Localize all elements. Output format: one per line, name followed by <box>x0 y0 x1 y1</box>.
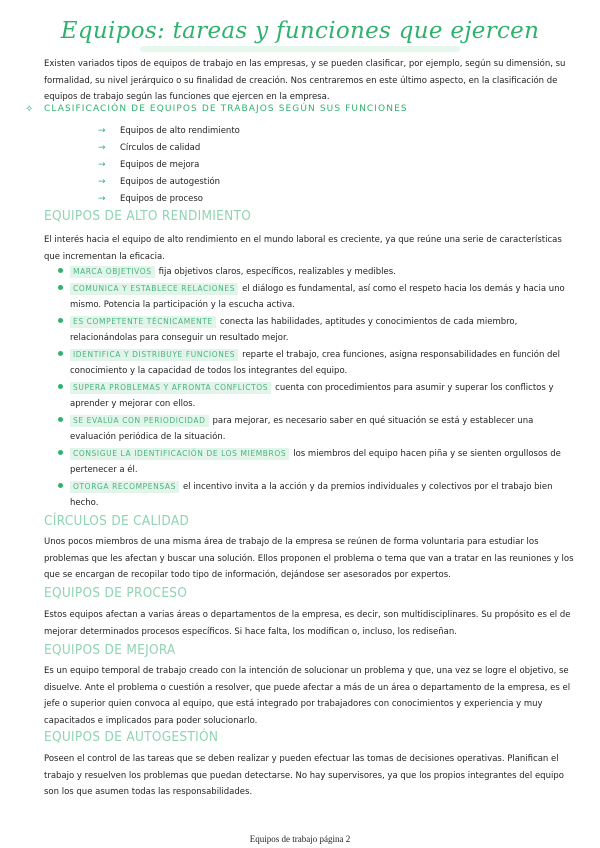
bullet-item: OTORGA RECOMPENSAS el incentivo invita a la acción y da premios individuales y colectivos por el trabajo bien hecho. <box>62 479 576 512</box>
bullet-dot-icon <box>58 285 63 290</box>
classification-label: CLASIFICACIÓN DE EQUIPOS DE TRABAJOS SEGÚN SUS FUNCIONES <box>44 104 408 114</box>
alto-rendimiento-bullets <box>62 264 576 512</box>
list-item: → Equipos de autogestión <box>98 176 221 187</box>
title-highlight <box>140 46 460 52</box>
bullet-tag: COMUNICA Y ESTABLECE RELACIONES <box>70 283 238 295</box>
heading-equipos-mejora: EQUIPOS DE MEJORA <box>44 642 176 658</box>
arrow-icon: → <box>98 176 106 187</box>
page-title: Equipos: tareas y funciones que ejercen <box>60 18 540 44</box>
bullet-tag: OTORGA RECOMPENSAS <box>70 481 179 493</box>
page-footer: Equipos de trabajo página 2 <box>249 834 351 844</box>
bullet-item: COMUNICA Y ESTABLECE RELACIONES el diálogo es fundamental, así como el respeto hacia los demás y hacia uno mismo. Potencia la participación y la escucha activa. <box>62 281 576 314</box>
bullet-tag: CONSIGUE LA IDENTIFICACIÓN DE LOS MIEMBROS <box>70 448 289 460</box>
list-item: → Equipos de proceso <box>98 193 204 204</box>
bullet-item: MARCA OBJETIVOS fija objetivos claros, específicos, realizables y medibles. <box>62 264 576 281</box>
bullet-dot-icon <box>58 318 63 323</box>
bullet-dot-icon <box>58 351 63 356</box>
bullet-dot-icon <box>58 384 63 389</box>
bullet-item: ES COMPETENTE TÉCNICAMENTE conecta las habilidades, aptitudes y conocimientos de cada miembro, relacionándolas para conseguir un resultado mejor. <box>62 314 576 347</box>
bullet-tag: SE EVALÚA CON PERIODICIDAD <box>70 415 209 427</box>
equipos-proceso-text: Estos equipos afectan a varias áreas o departamentos de la empresa, es decir, son multidisciplinares. Su propósito es el de mejorar determinados procesos específicos. Si hace falta, los modifican o, incluso, los rediseñan. <box>44 610 571 637</box>
alto-rendimiento-text: El interés hacia el equipo de alto rendimiento en el mundo laboral es creciente, ya que reúne una serie de características que incrementan la eficacia. <box>44 235 562 262</box>
bullet-tag: IDENTIFICA Y DISTRIBUYE FUNCIONES <box>70 349 238 361</box>
heading-alto-rendimiento: EQUIPOS DE ALTO RENDIMIENTO <box>44 208 252 224</box>
arrow-icon: → <box>98 159 106 170</box>
list-item: → Círculos de calidad <box>98 142 201 153</box>
bullet-item: SE EVALÚA CON PERIODICIDAD para mejorar, es necesario saber en qué situación se está y establecer una evaluación periódica de la situación. <box>62 413 576 446</box>
arrow-icon: → <box>98 125 106 136</box>
heading-circulos-calidad: CÍRCULOS DE CALIDAD <box>44 513 190 529</box>
bullet-dot-icon <box>58 268 63 273</box>
bullet-dot-icon <box>58 483 63 488</box>
list-item: → Equipos de mejora <box>98 159 200 170</box>
arrow-icon: → <box>98 142 106 153</box>
heading-equipos-proceso: EQUIPOS DE PROCESO <box>44 585 188 601</box>
bullet-item: IDENTIFICA Y DISTRIBUYE FUNCIONES reparte el trabajo, crea funciones, asigna responsabilidades en función del conocimiento y la capacidad de todos los integrantes del equipo. <box>62 347 576 380</box>
equipos-mejora-text: Es un equipo temporal de trabajo creado con la intención de solucionar un problema y que, una vez se logre el objetivo, se disuelve. Ante el problema o cuestión a resolver, que puede afectar a más de un área o departamento de la empresa, es el jefe o superior quien convoca al equipo, que está integrado por trabajadores con conocimientos y experiencia y muy capacitados e implicados para poder solucionarlo. <box>44 666 571 726</box>
bullet-dot-icon <box>58 450 63 455</box>
bullet-tag: SUPERA PROBLEMAS Y AFRONTA CONFLICTOS <box>70 382 271 394</box>
circulos-calidad-text: Unos pocos miembros de una misma área de trabajo de la empresa se reúnen de forma voluntaria para estudiar los problemas que les afectan y buscar una solución. Ellos proponen el problema o tema que van a tratar en las reuniones y los que se encargan de recopilar todo tipo de información, dejándose ser asesorados por expertos. <box>44 537 574 580</box>
bullet-tag: ES COMPETENTE TÉCNICAMENTE <box>70 316 216 328</box>
intro-paragraph: Existen variados tipos de equipos de trabajo en las empresas, y se pueden clasificar, por ejemplo, según su dimensión, su formalidad, su nivel jerárquico o su finalidad de creación. Nos centraremos en este último aspecto, en la clasificación de equipos de trabajo según las funciones que ejercen en la empresa. <box>44 59 566 102</box>
equipos-autogestion-text: Poseen el control de las tareas que se deben realizar y pueden efectuar las tomas de decisiones operativas. Planifican el trabajo y resuelven los problemas que puedan detectarse. No hay supervisores, ya que los propios integrantes del equipo son los que asumen todas las responsabilidades. <box>44 754 564 797</box>
heading-equipos-autogestion: EQUIPOS DE AUTOGESTIÓN <box>44 729 219 745</box>
bullet-dot-icon <box>58 417 63 422</box>
classification-list <box>98 122 240 207</box>
list-item: → Equipos de alto rendimiento <box>98 125 240 136</box>
diamond-icon: ✧ <box>25 104 34 115</box>
arrow-icon: → <box>98 193 106 204</box>
bullet-item: SUPERA PROBLEMAS Y AFRONTA CONFLICTOS cuenta con procedimientos para asumir y superar los conflictos y aprender y mejorar con ellos. <box>62 380 576 413</box>
bullet-tag: MARCA OBJETIVOS <box>70 266 155 278</box>
bullet-item: CONSIGUE LA IDENTIFICACIÓN DE LOS MIEMBROS los miembros del equipo hacen piña y se sienten orgullosos de pertenecer a él. <box>62 446 576 479</box>
